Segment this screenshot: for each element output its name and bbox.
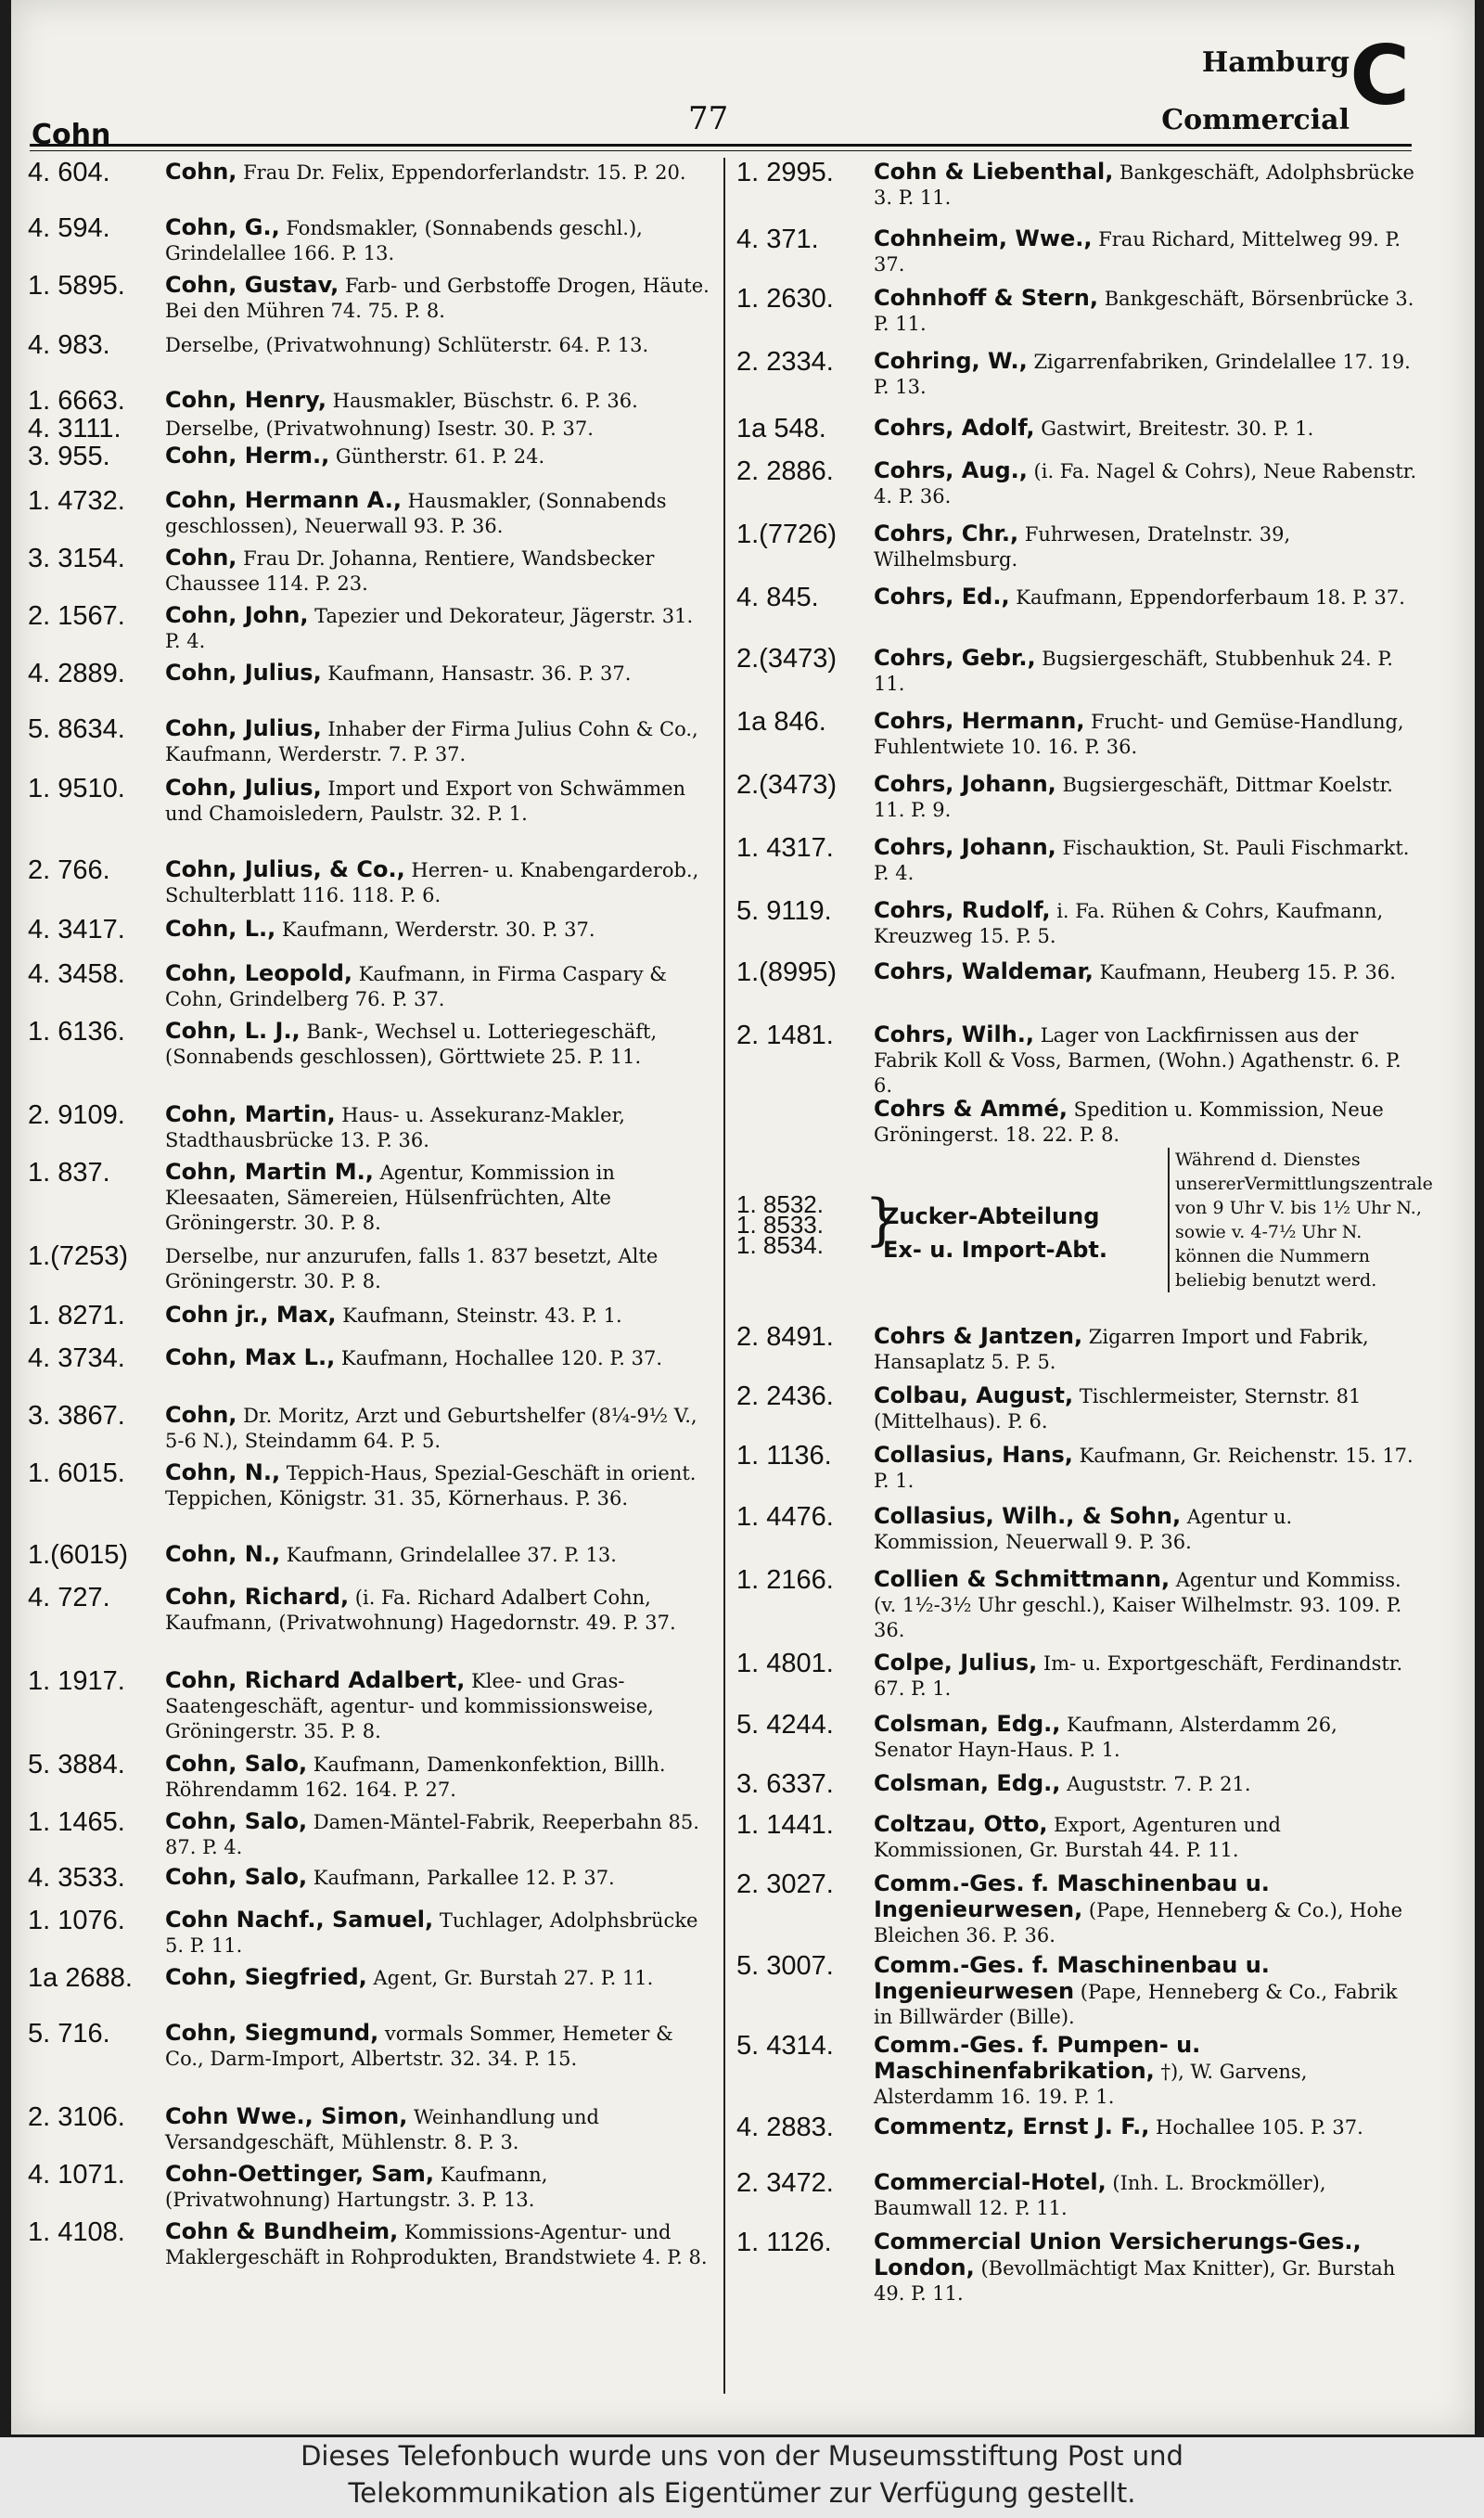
phone-number: 5. 716. — [28, 2019, 110, 2049]
listing-entry — [28, 1019, 714, 1070]
phone-number: 4. 3734. — [28, 1343, 125, 1373]
listing-entry — [28, 2162, 714, 2213]
phone-number: 4. 3111. — [28, 414, 122, 443]
entry-name: Commentz, Ernst J. F., — [874, 2113, 1150, 2139]
entry-text: Export, Agenturen und Kommissionen, Gr. Burstah 44. P. 11. — [874, 1814, 1281, 1861]
phone-number: 4. 604. — [28, 158, 110, 187]
entry-text: Frau Richard, Mittelweg 99. P. 37. — [874, 228, 1401, 276]
entry-text: Kaufmann, in Firma Caspary & Cohn, Grindelberg 76. P. 37. — [165, 963, 667, 1010]
entry-name: Cohn, Julius, — [165, 660, 322, 686]
listing-entry — [28, 416, 714, 442]
entry-name: Cohnheim, Wwe., — [874, 225, 1093, 251]
phone-number: 1. 8533. — [736, 1211, 824, 1239]
entry-name: Cohn, Martin M., — [165, 1159, 374, 1185]
entry-name: Cohrs, Gebr., — [874, 645, 1036, 671]
entry-name: Cohn, — [165, 545, 237, 571]
entry-name: Cohn, Leopold, — [165, 960, 352, 986]
phone-number: 2. 1481. — [736, 1021, 834, 1050]
entry-text: Agentur u. Kommission, Neuerwall 9. P. 36. — [874, 1506, 1293, 1553]
entry-text: (Inh. L. Brockmöller), Baumwall 12. P. 11. — [874, 2172, 1326, 2219]
entry-name: Cohn, Martin, — [165, 1101, 336, 1127]
running-head-section: Commercial — [1161, 104, 1350, 136]
entry-text: Kaufmann, Hansastr. 36. P. 37. — [327, 662, 632, 685]
listing-entry — [736, 458, 1418, 509]
entry-text: (i. Fa. Nagel & Cohrs), Neue Rabenstr. 4. P. 36. — [874, 460, 1417, 507]
section-letter: C — [1350, 28, 1410, 123]
phone-number: 1. 5895. — [28, 271, 125, 301]
entry-text: Bank-, Wechsel u. Lotteriegeschäft, (Sonnabends geschlossen), Görttwiete 25. P. 11. — [165, 1021, 658, 1068]
phone-number: 2. 1567. — [28, 601, 125, 631]
directory-page — [11, 0, 1475, 2434]
listing-entry — [736, 521, 1418, 572]
phone-number: 5. 3884. — [28, 1750, 125, 1779]
listing-entry — [736, 959, 1418, 985]
entry-text: Kaufmann, Eppendorferbaum 18. P. 37. — [1016, 586, 1405, 609]
brace-symbol: } — [864, 1188, 901, 1253]
entry-name: Cohn, N., — [165, 1541, 281, 1567]
entry-name: Cohn, Julius, & Co., — [165, 856, 405, 882]
entry-text: Im- u. Exportgeschäft, Ferdinandstr. 67. P. 1. — [874, 1652, 1403, 1700]
phone-number: 1. 1076. — [28, 1906, 125, 1935]
entry-text: Fuhrwesen, Dratelnstr. 39, Wilhelmsburg. — [874, 523, 1291, 571]
phone-number: 4. 594. — [28, 213, 110, 243]
entry-text: Bugsiergeschäft, Stubbenhuk 24. P. 11. — [874, 648, 1393, 695]
phone-number: 1. 1917. — [28, 1666, 125, 1696]
entry-name: Cohrs, Rudolf, — [874, 897, 1051, 923]
entry-name: Colbau, August, — [874, 1382, 1074, 1408]
entry-text: Hausmakler, Büschstr. 6. P. 36. — [332, 390, 638, 412]
phone-number: 5. 4314. — [736, 2031, 834, 2061]
column-divider — [723, 158, 725, 2394]
phone-number: 4. 3417. — [28, 915, 125, 944]
entry-name: Cohn Nachf., Samuel, — [165, 1907, 434, 1933]
entry-name: Cohrs & Jantzen, — [874, 1323, 1083, 1349]
listing-entry — [28, 2021, 714, 2072]
entry-name: Cohn, L., — [165, 916, 276, 942]
listing-entry — [736, 1324, 1418, 1375]
phone-number: 2. 3027. — [736, 1869, 834, 1899]
entry-text: Kaufmann, Parkallee 12. P. 37. — [313, 1867, 615, 1889]
entry-name: Commercial Union Versicherungs-Ges., London, — [874, 2229, 1362, 2280]
listing-entry — [736, 416, 1418, 442]
entry-text: Dr. Moritz, Arzt und Geburtshelfer (8¼-9½ V., 5-6 N.), Steindamm 64. P. 5. — [165, 1405, 697, 1452]
phone-number: 4. 727. — [28, 1583, 110, 1612]
phone-number: 2. 3106. — [28, 2102, 125, 2132]
entry-name: Cohrs, Chr., — [874, 520, 1019, 546]
page-number: 77 — [688, 100, 729, 137]
listing-entry — [28, 603, 714, 654]
right-column — [736, 158, 1433, 2305]
entry-text: Teppich-Haus, Spezial-Geschäft in orient. Teppichen, Königstr. 31. 35, Körnerhaus. P. 36. — [165, 1462, 697, 1510]
listing-entry — [736, 898, 1418, 949]
phone-number: 5. 3007. — [736, 1951, 834, 1981]
entry-text: Farb- und Gerbstoffe Drogen, Häute. Bei den Mühren 74. 75. P. 8. — [165, 275, 710, 322]
listing-entry — [736, 1771, 1418, 1797]
phone-number: 1.(8995) — [736, 957, 838, 987]
phone-number: 1a 2688. — [28, 1963, 133, 1993]
entry-name: Cohn, Richard, — [165, 1584, 350, 1610]
entry-text: Weinhandlung und Versandgeschäft, Mühlenstr. 8. P. 3. — [165, 2106, 599, 2153]
entry-text: Kaufmann, Steinstr. 43. P. 1. — [342, 1304, 622, 1327]
phone-number: 1.(7726) — [736, 520, 838, 549]
entry-name: Comm.-Ges. f. Maschinenbau u. Ingenieurwesen — [874, 1952, 1270, 2004]
entry-text: Frau Dr. Felix, Eppendorferlandstr. 15. P. 20. — [243, 161, 686, 184]
phone-number: 1.(6015) — [28, 1540, 129, 1570]
phone-number: 1. 2995. — [736, 158, 834, 187]
listing-entry — [28, 443, 714, 469]
entry-name: Cohn jr., Max, — [165, 1302, 337, 1328]
phone-number: 4. 2883. — [736, 2113, 834, 2142]
listing-entry — [28, 388, 714, 414]
entry-text: (Pape, Henneberg & Co.), Hohe Bleichen 36. P. 36. — [874, 1899, 1403, 1946]
phone-number: 1. 4801. — [736, 1649, 834, 1678]
listing-entry — [736, 2229, 1418, 2306]
entry-name: Cohn, Hermann A., — [165, 487, 402, 513]
listing-entry — [736, 585, 1418, 610]
entry-text: Derselbe, (Privatwohnung) Schlüterstr. 64. P. 13. — [165, 334, 649, 356]
phone-number: 1. 9510. — [28, 774, 125, 803]
footer-line: Dieses Telefonbuch wurde uns von der Museumsstiftung Post und — [301, 2440, 1183, 2472]
entry-name: Cohrs, Aug., — [874, 457, 1028, 483]
entry-text: Lager von Lackfirnissen aus der Fabrik Koll & Voss, Barmen, (Wohn.) Agathenstr. 6. P. 6. — [874, 1024, 1401, 1097]
entry-text: Spedition u. Kommission, Neue Gröningerst. 18. 22. P. 8. — [874, 1098, 1384, 1146]
entry-name: Cohn, Gustav, — [165, 272, 339, 298]
listing-entry — [28, 1243, 714, 1294]
entry-text: Fischauktion, St. Pauli Fischmarkt. P. 4. — [874, 837, 1410, 884]
listing-entry — [28, 1460, 714, 1511]
listing-entry — [28, 215, 714, 266]
phone-number: 3. 3154. — [28, 544, 125, 573]
phone-number: 2.(3473) — [736, 644, 838, 674]
entry-text: Kaufmann, Gr. Reichenstr. 15. 17. P. 1. — [874, 1445, 1414, 1492]
footer-note — [0, 2437, 1484, 2518]
listing-entry — [28, 2104, 714, 2155]
entry-name: Cohn & Liebenthal, — [874, 159, 1114, 185]
listing-entry — [28, 332, 714, 358]
entry-name: Cohn, Richard Adalbert, — [165, 1667, 466, 1693]
entry-name: Cohn, Henry, — [165, 387, 326, 413]
listing-entry — [736, 835, 1418, 886]
phone-number: 1. 2166. — [736, 1565, 834, 1595]
entry-name: Collien & Schmittmann, — [874, 1566, 1171, 1592]
entry-name: Cohrs, Waldemar, — [874, 958, 1094, 984]
listing-entry — [736, 1953, 1418, 2030]
footer-line: Telekommunikation als Eigentümer zur Verfügung gestellt. — [348, 2477, 1136, 2509]
listing-entry — [28, 917, 714, 943]
phone-number: 1. 8534. — [736, 1231, 824, 1259]
phone-number: 1. 2630. — [736, 284, 834, 314]
phone-number: 2.(3473) — [736, 770, 838, 800]
phone-number: 3. 3867. — [28, 1401, 125, 1431]
entry-text: Güntherstr. 61. P. 24. — [335, 445, 545, 468]
phone-number: 1. 1126. — [736, 2228, 832, 2257]
entry-text: Inhaber der Firma Julius Cohn & Co., Kaufmann, Werderstr. 7. P. 37. — [165, 718, 698, 765]
header-rule — [30, 144, 1412, 147]
phone-number: 4. 2889. — [28, 659, 125, 688]
entry-name: Colpe, Julius, — [874, 1650, 1038, 1676]
phone-number: 2. 9109. — [28, 1100, 125, 1130]
entry-text: Tapezier und Dekorateur, Jägerstr. 31. P. 4. — [165, 605, 694, 652]
listing-entry — [28, 1865, 714, 1891]
listing-entry — [28, 1102, 714, 1153]
listing-entry — [736, 2114, 1418, 2140]
header-rule-thin — [30, 150, 1412, 151]
entry-text: Gastwirt, Breitestr. 30. P. 1. — [1041, 418, 1314, 440]
listing-entry — [28, 1345, 714, 1371]
entry-text: Auguststr. 7. P. 21. — [1067, 1773, 1251, 1795]
entry-text: vormals Sommer, Hemeter & Co., Darm-Import, Albertstr. 32. 34. P. 15. — [165, 2023, 673, 2070]
entry-name: Cohrs, Ed., — [874, 584, 1010, 610]
entry-text: Kaufmann, Werderstr. 30. P. 37. — [281, 919, 595, 941]
phone-number: 1. 1465. — [28, 1807, 125, 1837]
entry-text: Klee- und Gras-Saatengeschäft, agentur- und kommissionsweise, Gröningerstr. 35. P. 8. — [165, 1670, 654, 1742]
listing-entry — [736, 1022, 1418, 1098]
phone-number: 1a 846. — [736, 707, 826, 737]
entry-name: Cohn & Bundheim, — [165, 2218, 399, 2244]
entry-name: Cohrs, Adolf, — [874, 415, 1035, 441]
entry-text: Kaufmann, Heuberg 15. P. 36. — [1099, 961, 1396, 983]
listing-entry — [28, 546, 714, 597]
entry-text: Kaufmann, Grindelallee 37. P. 13. — [286, 1544, 617, 1566]
phone-number: 2. 8491. — [736, 1322, 834, 1352]
entry-text: Kaufmann, Alsterdamm 26, Senator Hayn-Haus. P. 1. — [874, 1714, 1337, 1761]
listing-entry — [28, 1542, 714, 1568]
entry-name: Cohn, Salo, — [165, 1751, 308, 1777]
entry-text: Kommissions-Agentur- und Maklergeschäft in Rohprodukten, Brandstwiete 4. P. 8. — [165, 2221, 708, 2268]
entry-name: Cohn, Julius, — [165, 775, 322, 801]
listing-entry — [28, 776, 714, 827]
entry-name: Cohn, Max L., — [165, 1344, 336, 1370]
listing-entry — [28, 1303, 714, 1329]
entry-name: Cohn-Oettinger, Sam, — [165, 2161, 435, 2187]
phone-number: 1. 8532. — [736, 1190, 824, 1218]
listing-entry — [736, 1504, 1418, 1555]
listing-entry — [28, 488, 714, 539]
listing-entry — [28, 857, 714, 908]
entry-name: Colsman, Edg., — [874, 1770, 1061, 1796]
phone-number: 5. 4244. — [736, 1710, 834, 1740]
phone-number: 1. 6663. — [28, 386, 125, 416]
phone-number: 1. 1136. — [736, 1441, 832, 1471]
listing-entry — [736, 1651, 1418, 1702]
phone-number: 5. 8634. — [28, 714, 125, 744]
listing-entry — [28, 961, 714, 1012]
entry-name: Cohn, Salo, — [165, 1808, 308, 1834]
phone-number: 1. 1441. — [736, 1810, 834, 1840]
listing-entry — [28, 1403, 714, 1454]
entry-name: Cohn, L. J., — [165, 1018, 301, 1044]
entry-text: Kaufmann, (Privatwohnung) Hartungstr. 3. P. 13. — [165, 2164, 548, 2211]
phone-number: 2. 2334. — [736, 347, 834, 377]
listing-entry — [736, 286, 1418, 337]
entry-text: Hausmakler, (Sonnabends geschlossen), Neuerwall 93. P. 36. — [165, 490, 667, 537]
entry-text: Hochallee 105. P. 37. — [1156, 2116, 1363, 2139]
listing-entry — [28, 1668, 714, 1744]
listing-entry — [28, 160, 714, 186]
entry-text: (Pape, Henneberg & Co., Fabrik in Billwärder (Bille). — [874, 1981, 1398, 2028]
entry-name: Cohn, Julius, — [165, 715, 322, 741]
phone-number: 1. 837. — [28, 1158, 110, 1188]
entry-text: (i. Fa. Richard Adalbert Cohn, Kaufmann, (Privatwohnung) Hagedornstr. 49. P. 37. — [165, 1587, 676, 1634]
phone-number: 1. 4317. — [736, 833, 834, 863]
entry-text: Zigarrenfabriken, Grindelallee 17. 19. P. 13. — [874, 351, 1411, 398]
listing-entry — [28, 1965, 714, 1991]
phone-number: 1a 548. — [736, 414, 826, 443]
listing-entry — [28, 716, 714, 767]
entry-text: Bankgeschäft, Adolphsbrücke 3. P. 11. — [874, 161, 1414, 209]
entry-name: Cohn Wwe., Simon, — [165, 2103, 408, 2129]
entry-name: Cohn, Herm., — [165, 443, 330, 469]
entry-name: Comm.-Ges. f. Pumpen- u. Maschinenfabrikation, — [874, 2032, 1201, 2084]
phone-number: 1. 6136. — [28, 1017, 125, 1047]
listing-entry — [28, 1160, 714, 1236]
department-label: Ex- u. Import-Abt. — [883, 1237, 1107, 1263]
right-column-upper — [736, 160, 1418, 1097]
entry-name: Cohnhoff & Stern, — [874, 285, 1099, 311]
right-column-lower — [736, 1322, 1418, 2305]
listing-entry — [736, 349, 1418, 400]
entry-text: Tuchlager, Adolphsbrücke 5. P. 11. — [165, 1909, 698, 1957]
entry-name: Collasius, Hans, — [874, 1442, 1073, 1468]
phone-number: 1. 6015. — [28, 1458, 125, 1488]
entry-text: Tischlermeister, Sternstr. 81 (Mittelhaus). P. 6. — [874, 1385, 1362, 1432]
listing-entry — [736, 1383, 1418, 1434]
grouped-numbers-block — [736, 1148, 1433, 1324]
phone-number: 1.(7253) — [28, 1241, 129, 1271]
phone-number: 5. 9119. — [736, 896, 832, 926]
entry-text: Bankgeschäft, Börsenbrücke 3. P. 11. — [874, 288, 1414, 335]
entry-text: Import und Export von Schwämmen und Chamoisledern, Paulstr. 32. P. 1. — [165, 777, 686, 825]
listing-entry — [736, 226, 1418, 277]
entry-text: Agentur und Kommiss. (v. 1½-3½ Uhr geschl.), Kaiser Wilhelmstr. 93. 109. P. 36. — [874, 1569, 1402, 1641]
entry-name: Cohrs, Hermann, — [874, 708, 1085, 734]
listing-entry — [736, 1812, 1418, 1863]
phone-number: 4. 1071. — [28, 2160, 125, 2190]
listing-entry — [736, 160, 1418, 211]
listing-entry — [736, 1097, 1418, 1148]
listing-entry — [28, 273, 714, 324]
entry-name: Cohn, Siegfried, — [165, 1964, 367, 1990]
phone-number: 1. 4732. — [28, 486, 125, 516]
entry-text: Kaufmann, Damenkonfektion, Billh. Röhrendamm 162. 164. P. 27. — [165, 1754, 666, 1801]
phone-number: 4. 983. — [28, 330, 110, 360]
listing-entry — [736, 2170, 1418, 2221]
phone-number: 2. 2436. — [736, 1381, 834, 1411]
entry-text: Haus- u. Assekuranz-Makler, Stadthausbrücke 13. P. 36. — [165, 1104, 625, 1151]
running-head-city: Hamburg — [1201, 46, 1350, 79]
listing-entry — [736, 709, 1418, 760]
entry-name: Cohn, G., — [165, 214, 280, 240]
listing-entry — [736, 1443, 1418, 1494]
entry-name: Cohn, Siegmund, — [165, 2020, 379, 2046]
phone-number: 4. 371. — [736, 225, 819, 254]
entry-text: i. Fa. Rühen & Cohrs, Kaufmann, Kreuzweg 15. P. 5. — [874, 900, 1384, 947]
phone-number: 1. 4108. — [28, 2217, 125, 2247]
entry-name: Cohn, Salo, — [165, 1864, 308, 1890]
entry-name: Cohrs, Johann, — [874, 771, 1056, 797]
phone-number: 2. 766. — [28, 855, 110, 885]
running-head-left: Cohn — [32, 119, 111, 151]
listing-entry — [736, 772, 1418, 823]
listing-entry — [736, 1567, 1418, 1643]
entry-text: Bugsiergeschäft, Dittmar Koelstr. 11. P. 9. — [874, 774, 1393, 821]
grouped-numbers — [736, 1190, 824, 1259]
entry-name: Coltzau, Otto, — [874, 1811, 1048, 1837]
listing-entry — [28, 1752, 714, 1803]
entry-text: Derselbe, nur anzurufen, falls 1. 837 besetzt, Alte Gröningerstr. 30. P. 8. — [165, 1245, 659, 1292]
entry-text: †), W. Garvens, Alsterdamm 16. 19. P. 1. — [874, 2061, 1308, 2108]
entry-name: Cohrs, Johann, — [874, 834, 1056, 860]
entry-text: Herren- u. Knabengarderob., Schulterblatt 116. 118. P. 6. — [165, 859, 699, 906]
phone-number: 2. 2886. — [736, 456, 834, 486]
listing-entry — [736, 1871, 1418, 1948]
entry-text: Fondsmakler, (Sonnabends geschl.), Grindelallee 166. P. 13. — [165, 217, 643, 264]
entry-text: Damen-Mäntel-Fabrik, Reeperbahn 85. 87. P. 4. — [165, 1811, 699, 1858]
entry-text: Agent, Gr. Burstah 27. P. 11. — [373, 1967, 654, 1989]
entry-name: Cohn, N., — [165, 1459, 281, 1485]
entry-name: Cohrs, Wilh., — [874, 1021, 1035, 1047]
listing-entry — [28, 661, 714, 687]
phone-number: 4. 3458. — [28, 959, 125, 989]
listing-entry — [28, 2219, 714, 2270]
listing-entry — [736, 1712, 1418, 1763]
phone-number: 2. 3472. — [736, 2168, 834, 2198]
phone-number: 3. 955. — [28, 442, 110, 471]
entry-text: Kaufmann, Hochallee 120. P. 37. — [340, 1347, 662, 1369]
phone-number: 1. 8271. — [28, 1301, 125, 1330]
listing-entry — [28, 1585, 714, 1636]
listing-entry — [736, 646, 1418, 697]
entry-text: Agentur, Kommission in Kleesaaten, Sämereien, Hülsenfrüchten, Alte Gröningerstr. 30. P. 8. — [165, 1162, 615, 1234]
entry-name: Collasius, Wilh., & Sohn, — [874, 1503, 1182, 1529]
entry-text: Derselbe, (Privatwohnung) Isestr. 30. P. 37. — [165, 418, 594, 440]
entry-text: Zigarren Import und Fabrik, Hansaplatz 5. P. 5. — [874, 1326, 1369, 1373]
entry-name: Cohn, John, — [165, 602, 309, 628]
phone-number: 3. 6337. — [736, 1769, 834, 1799]
phone-number: 4. 3533. — [28, 1863, 125, 1893]
entry-name: Cohring, W., — [874, 348, 1028, 374]
entry-name: Colsman, Edg., — [874, 1711, 1061, 1737]
entry-text: Frucht- und Gemüse-Handlung, Fuhlentwiete 10. 16. P. 36. — [874, 711, 1404, 758]
entry-name: Comm.-Ges. f. Maschinenbau u. Ingenieurwesen, — [874, 1870, 1270, 1922]
listing-entry — [736, 2033, 1418, 2110]
entry-name: Cohn, — [165, 1402, 237, 1428]
department-label: Zucker-Abteilung — [883, 1203, 1100, 1229]
entry-name: Cohrs & Ammé, — [874, 1096, 1068, 1122]
phone-number: 4. 845. — [736, 583, 819, 612]
listing-entry — [28, 1908, 714, 1959]
entry-text: (Bevollmächtigt Max Knitter), Gr. Burstah 49. P. 11. — [874, 2257, 1396, 2305]
entry-name: Commercial-Hotel, — [874, 2169, 1107, 2195]
listing-entry — [28, 1809, 714, 1860]
phone-number: 1. 4476. — [736, 1502, 834, 1532]
entry-name: Cohn, — [165, 159, 237, 185]
department-labels — [883, 1200, 1107, 1266]
entry-text: Frau Dr. Johanna, Rentiere, Wandsbecker Chaussee 114. P. 23. — [165, 547, 655, 595]
bracket-note: Während d. Dienstes unsererVermittlungszentrale von 9 Uhr V. bis 1½ Uhr N., sowie v. 4-7½ Uhr N. können die Nummern beliebig benutzt werd. — [1168, 1148, 1426, 1292]
